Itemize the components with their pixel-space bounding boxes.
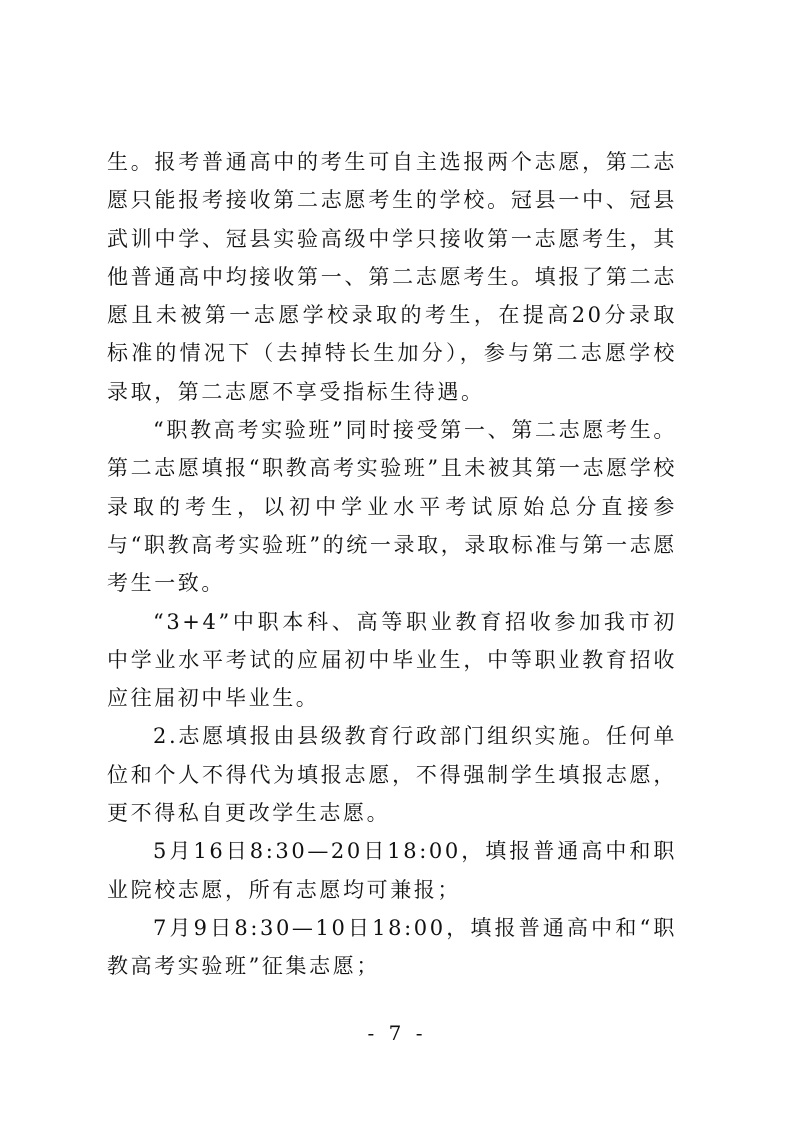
paragraph-continuation: 生。报考普通高中的考生可自主选报两个志愿，第二志愿只能报考接收第二志愿考生的学校。冠县一中、冠县武训中学、冠县实验高级中学只接收第一志愿考生，其他普通高中均接收第一、第二志愿考生。填报了第二志愿且未被第一志愿学校录取的考生，在提高20分录取标准的情况下（去掉特长生加分），参与第二志愿学校录取，第二志愿不享受指标生待遇。 (107, 150, 677, 404)
paragraph-may-schedule: 5月16日8:30—20日18:00，填报普通高中和职业院校志愿，所有志愿均可兼报； (107, 839, 677, 902)
paragraph-3plus4-program: “3+4”中职本科、高等职业教育招收参加我市初中学业水平考试的应届初中毕业生，中等职业教育招收应往届初中毕业生。 (107, 609, 677, 711)
paragraph-july-schedule: 7月9日8:30—10日18:00，填报普通高中和“职教高考实验班”征集志愿； (107, 915, 677, 979)
document-body (107, 143, 677, 986)
page-number: - 7 - (367, 1021, 427, 1045)
paragraph-vocational-class: “职教高考实验班”同时接受第一、第二志愿考生。第二志愿填报“职教高考实验班”且未被其第一志愿学校录取的考生，以初中学业水平考试原始总分直接参与“职教高考实验班”的统一录取，录取标准与第一志愿考生一致。 (107, 418, 677, 596)
paragraph-item-2: 2.志愿填报由县级教育行政部门组织实施。任何单位和个人不得代为填报志愿，不得强制学生填报志愿，更不得私自更改学生志愿。 (107, 724, 677, 826)
